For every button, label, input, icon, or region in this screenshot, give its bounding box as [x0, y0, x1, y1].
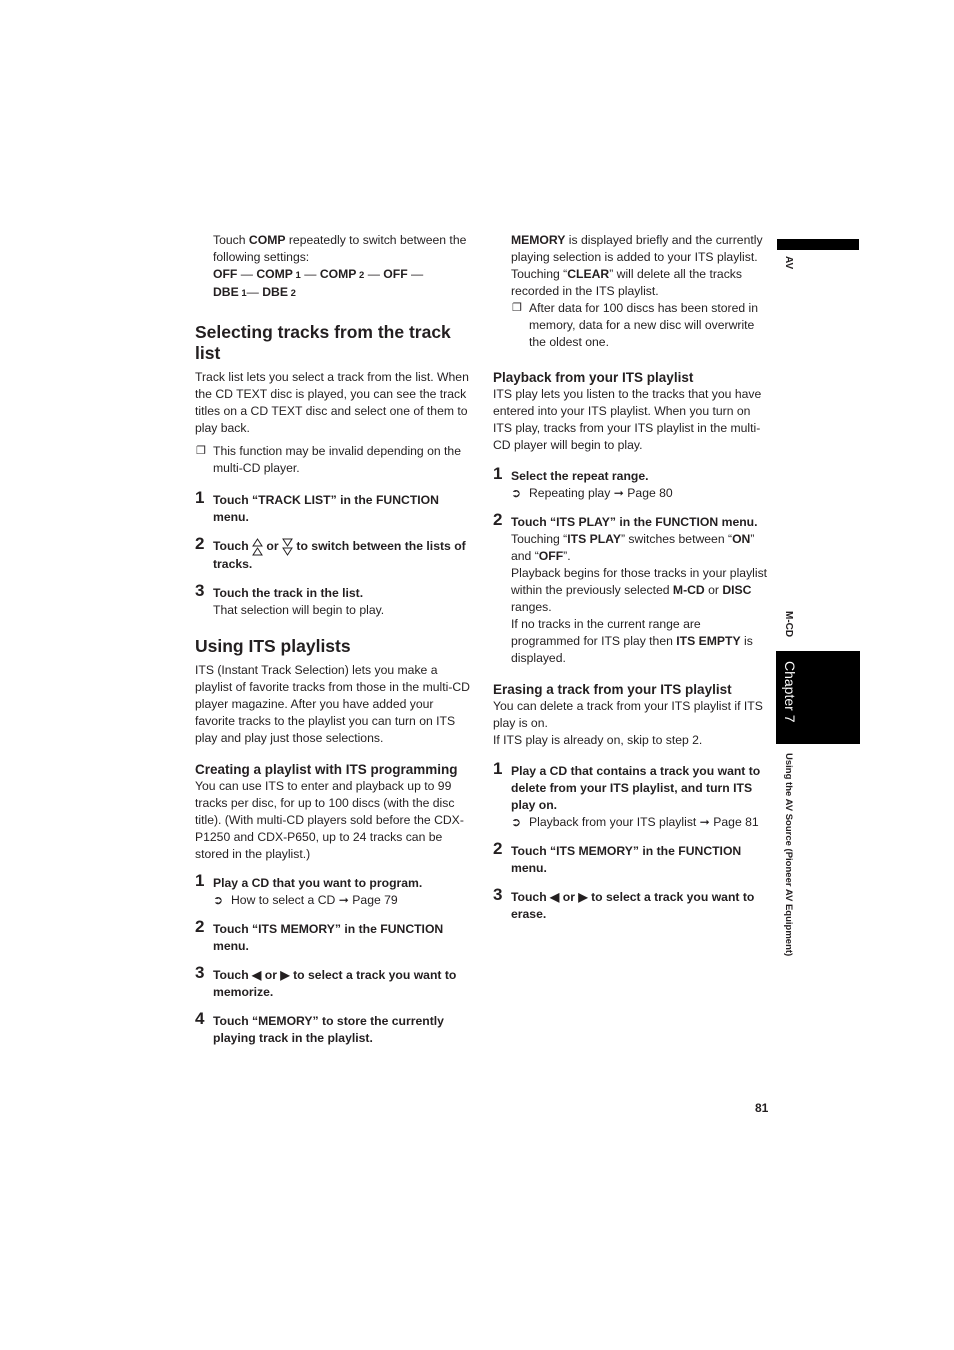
erasing-step-2: 2 Touch “ITS MEMORY” in the FUNCTION menu. [493, 839, 742, 875]
reference-arrow-icon: ➲ [511, 815, 522, 829]
track-list-step-1: 1 Touch “TRACK LIST” in the FUNCTION menu. [195, 488, 439, 524]
its-programming-heading: Creating a playlist with ITS programming [195, 762, 458, 777]
track-list-body: Track list lets you select a track from the list. When the CD TEXT disc is played, you can see the track titles on a CD TEXT disc and select one of them to play back. [195, 370, 469, 435]
playback-heading: Playback from your ITS playlist [493, 370, 694, 385]
chapter-tab [776, 651, 860, 744]
erasing-heading: Erasing a track from your ITS playlist [493, 682, 732, 697]
reference-arrow-icon: ➲ [213, 893, 224, 907]
erasing-step-1-ref: ➲ Playback from your ITS playlist ➞ Page 81 [511, 815, 759, 829]
its-body: ITS (Instant Track Selection) lets you make a playlist of favorite tracks from those in the multi-CD player magazine. After you have added your favorite tracks to the playlist you can turn on ITS play and play just those selections. [195, 663, 470, 745]
its-step-2: 2 Touch “ITS MEMORY” in the FUNCTION menu. [195, 917, 444, 953]
its-step-4: 4 Touch “MEMORY” to store the currently playing track in the playlist. [195, 1009, 444, 1045]
reference-arrow-icon: ➲ [511, 486, 522, 500]
track-list-heading: Selecting tracks from the track list [195, 322, 451, 363]
playback-step-1-ref: ➲ Repeating play ➞ Page 80 [511, 486, 673, 500]
playback-step-2: 2 Touch “ITS PLAY” in the FUNCTION menu. [493, 510, 758, 529]
track-list-step-2: 2 Touch or to switch between the lists of tracks. [195, 534, 466, 571]
erasing-body-2: If ITS play is already on, skip to step 2. [493, 733, 703, 747]
its-heading: Using ITS playlists [195, 636, 351, 656]
track-list-note: ❐ This function may be invalid depending on the multi-CD player. [196, 444, 461, 475]
note-box-icon: ❐ [512, 302, 522, 314]
its-step-1: 1 Play a CD that you want to program. [195, 871, 423, 890]
scroll-down-icon [282, 538, 293, 556]
chapter-label: Chapter 7 [782, 661, 798, 723]
erasing-step-1: 1 Play a CD that contains a track you want to delete from your ITS playlist, and turn ITS play on. [493, 759, 761, 812]
track-list-step-3-result: That selection will begin to play. [213, 603, 385, 617]
its-step-3: 3 Touch ◀ or ▶ to select a track you want to memorize. [195, 963, 457, 999]
right-column [493, 232, 771, 923]
sidebar-mcd-label: M-CD [783, 611, 794, 638]
note-box-icon: ❐ [196, 445, 206, 457]
sidebar-av-label: AV [783, 256, 794, 270]
scroll-up-icon [252, 538, 263, 556]
sidebar-top-bar [777, 239, 859, 250]
its-programming-body: You can use ITS to enter and playback up to 99 tracks per disc, for up to 100 discs (with the disc title). (With multi-CD players sold before the CDX-P1250 and CDX-P650, up to 24 tracks can be stored in the playlist.) [195, 779, 464, 861]
erasing-step-3: 3 Touch ◀ or ▶ to select a track you want to erase. [493, 885, 755, 921]
comp-intro: Touch COMP repeatedly to switch between the following settings: OFF — COMP 1 — COMP 2 — OFF — DBE 1— DBE 2 [213, 233, 467, 299]
erasing-body-1: You can delete a track from your ITS playlist if ITS play is on. [493, 699, 763, 730]
track-list-step-3: 3 Touch the track in the list. [195, 581, 364, 600]
playback-body: ITS play lets you listen to the tracks that you have entered into your ITS playlist. When you turn on ITS play, tracks from your ITS playlist in the multi-CD player will begin to play. [493, 387, 762, 452]
its-step-1-ref: ➲ How to select a CD ➞ Page 79 [213, 893, 398, 907]
memory-info: MEMORY is displayed briefly and the currently playing selection is added to your ITS playlist. Touching “CLEAR” will delete all the tracks recorded in the ITS playlist. ❐ After data for 100 discs has been stored in memory, data for a new disc will overwrite the oldest one. [511, 232, 771, 351]
memory-note: ❐ After data for 100 discs has been stored in memory, data for a new disc will overwrite the oldest one. [512, 301, 758, 349]
page-number: 81 [755, 1101, 769, 1115]
left-column [195, 232, 473, 1047]
playback-step-1: 1 Select the repeat range. [493, 464, 649, 483]
playback-step-2-details: Touching “ITS PLAY” switches between “ON” and “OFF”. Playback begins for those tracks in your playlist within the previously selected M-CD or DISC ranges. If no tracks in the current range are programmed for ITS play then ITS EMPTY is displayed. [511, 532, 768, 665]
sidebar-section-title: Using the AV Source (Pioneer AV Equipment) [783, 753, 794, 957]
